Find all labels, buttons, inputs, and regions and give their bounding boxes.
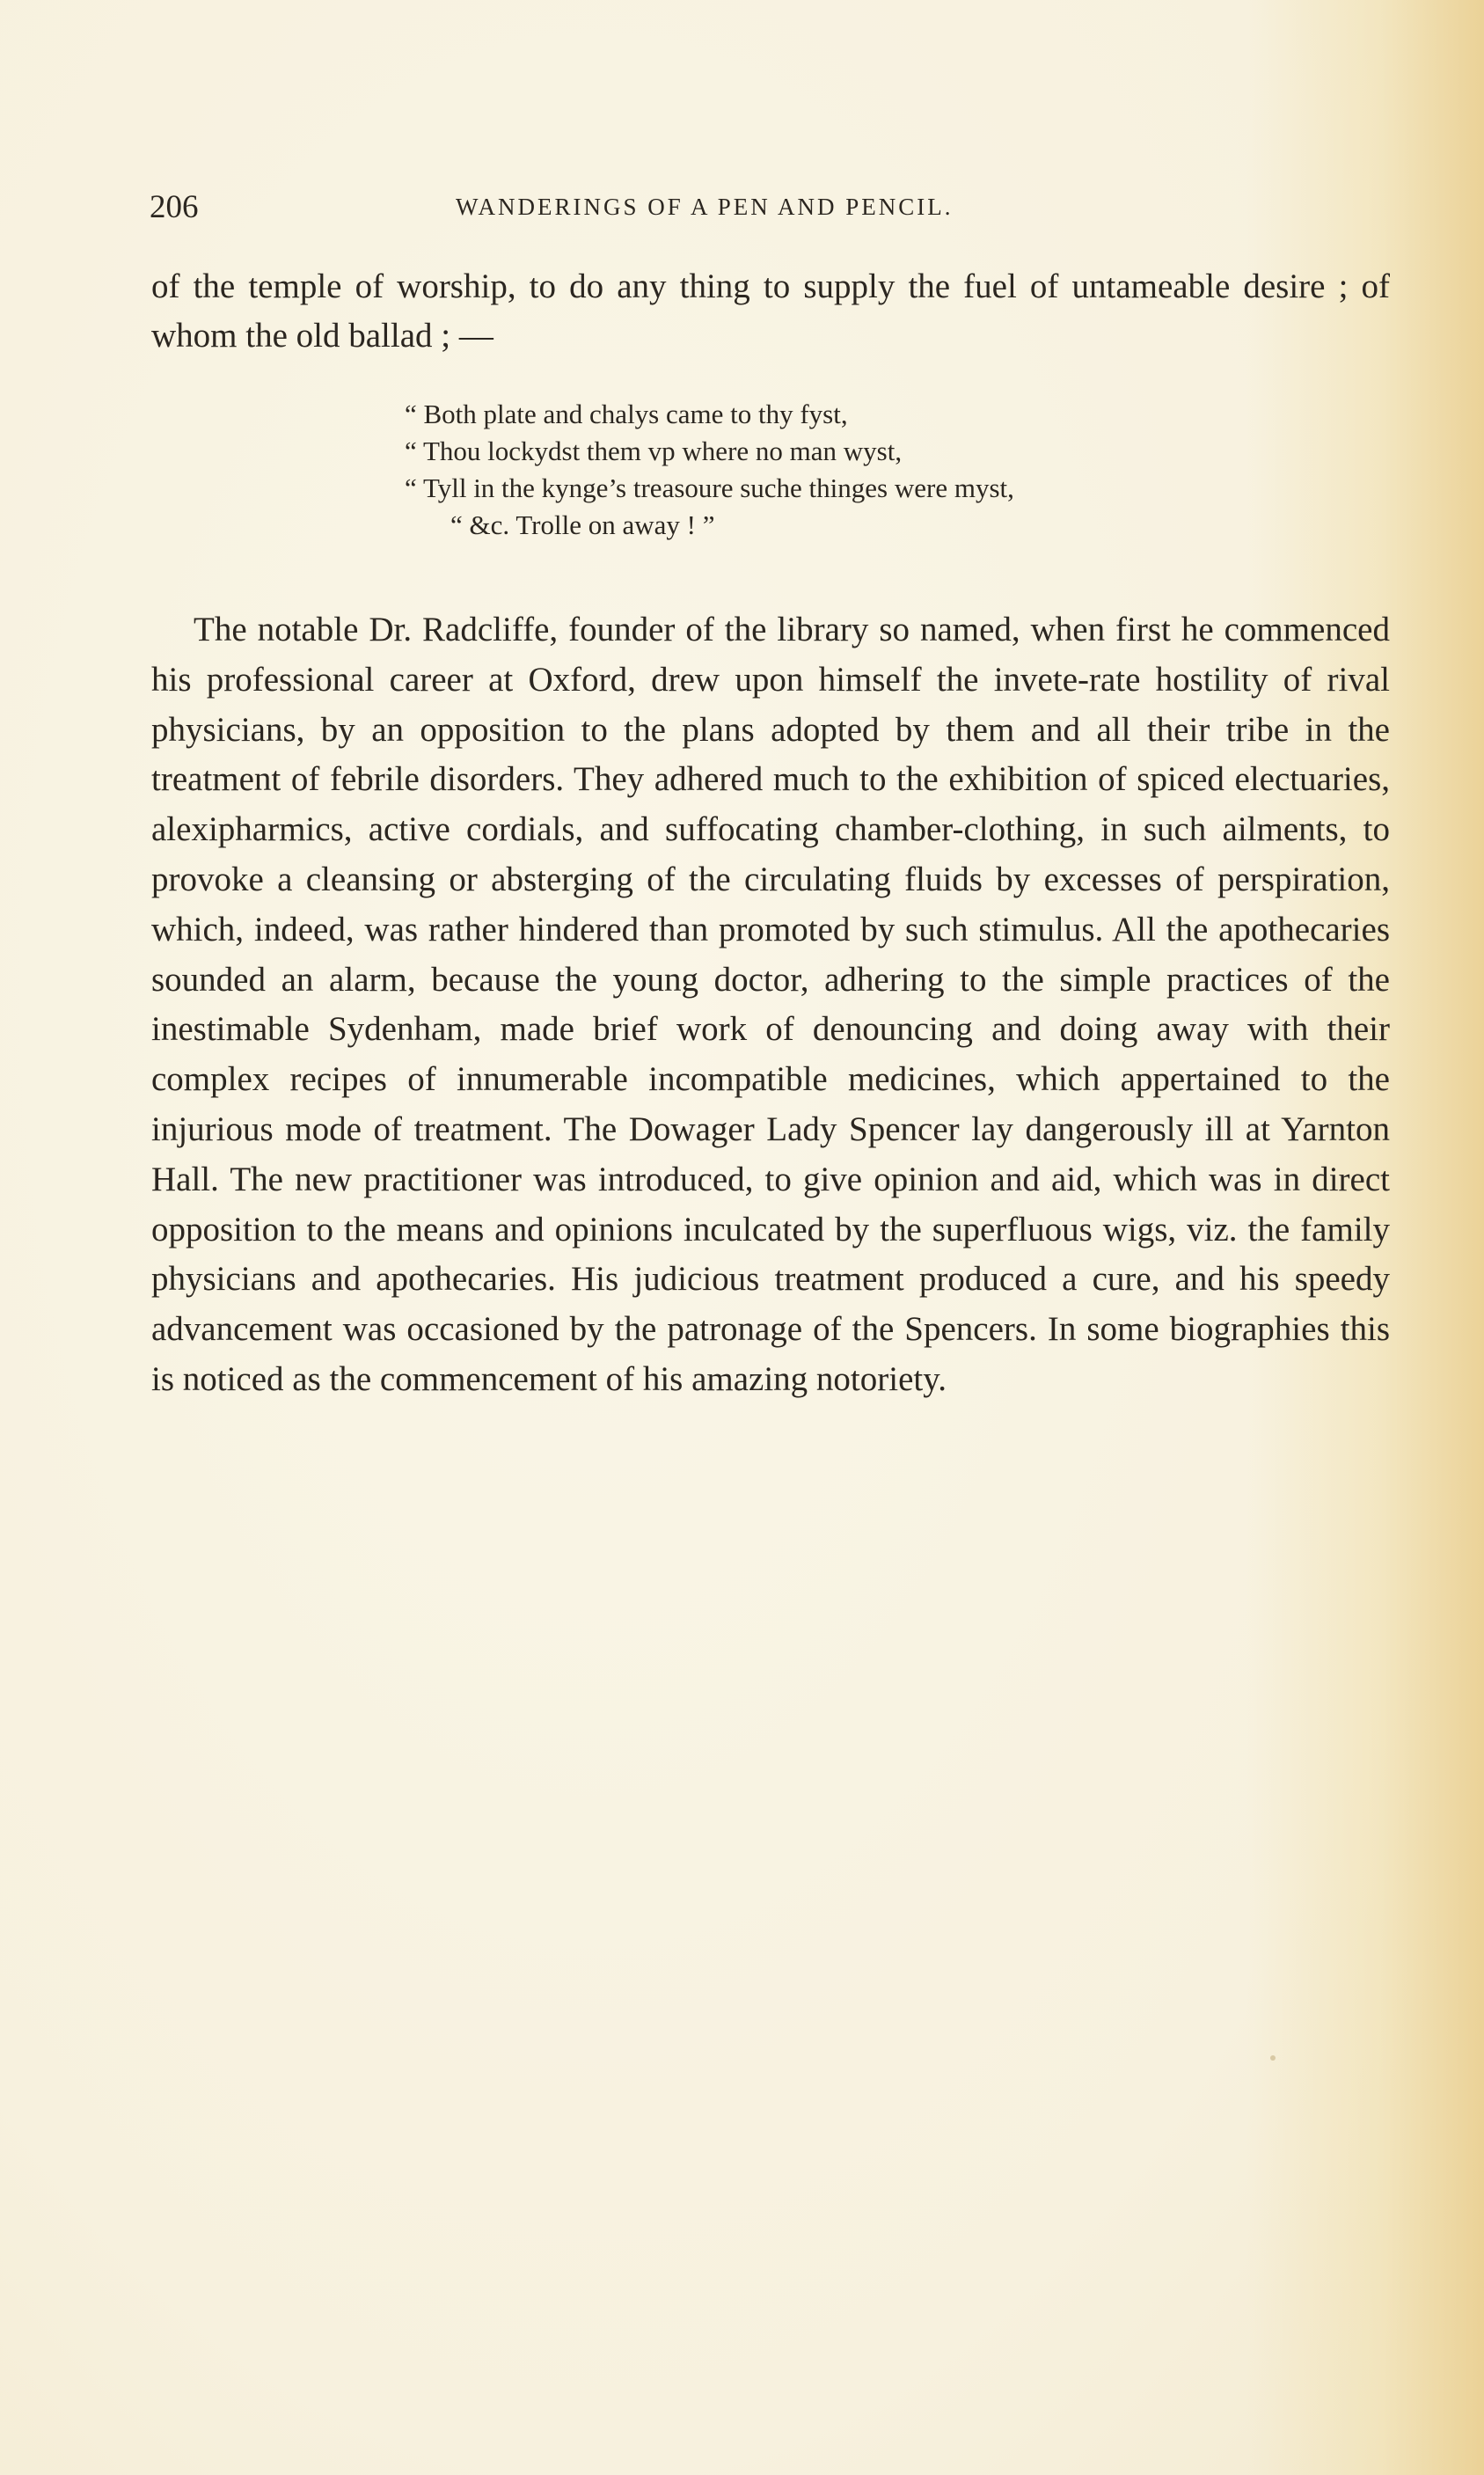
ballad-line: “ &c. Trolle on away ! ”: [450, 509, 715, 540]
ballad-line: “ Thou lockydst them vp where no man wyst,: [405, 436, 903, 466]
paper-speck: [1270, 2055, 1276, 2061]
main-paragraph: The notable Dr. Radcliffe, founder of the library so named, when first he commenced his professional career at Oxford, drew upon himself the invete-rate hostility of rival physicians, by an opposition to the plans adopted by them and all their tribe in the treatment of febrile disorders. They adhered much to the exhibition of spiced electuaries, alexipharmics, active cordials, and suffocating chamber-clothing, in such ailments, to provoke a cleansing or absterging of the circulating fluids by excesses of perspiration, which, indeed, was rather hindered than promoted by such stimulus. All the apothecaries sounded an alarm, because the young doctor, adhering to the simple practices of the inestimable Sydenham, made brief work of denouncing and doing away with their complex recipes of innumerable incompatible medicines, which appertained to the injurious mode of treatment. The Dowager Lady Spencer lay dangerously ill at Yarnton Hall. The new practitioner was introduced, to give opinion and aid, which was in direct opposition to the means and opinions inculcated by the superfluous wigs, viz. the family physicians and apothecaries. His judicious treatment produced a cure, and his speedy advancement was occasioned by the patronage of the Spencers. In some biographies this is noticed as the commencement of his amazing notoriety.: [151, 611, 1390, 1398]
ballad-quote: [405, 396, 1196, 544]
running-head: WANDERINGS OF A PEN AND PENCIL.: [456, 194, 954, 220]
page-header: [150, 188, 1346, 238]
ballad-line: “ Tyll in the kynge’s treasoure suche thinges were myst,: [405, 472, 1014, 503]
page-number: 206: [150, 189, 199, 225]
ballad-line: “ Both plate and chalys came to thy fyst,: [405, 399, 848, 429]
lead-paragraph: of the temple of worship, to do any thing to supply the fuel of untameable desire ; of whom the old ballad ; —: [151, 267, 1390, 355]
